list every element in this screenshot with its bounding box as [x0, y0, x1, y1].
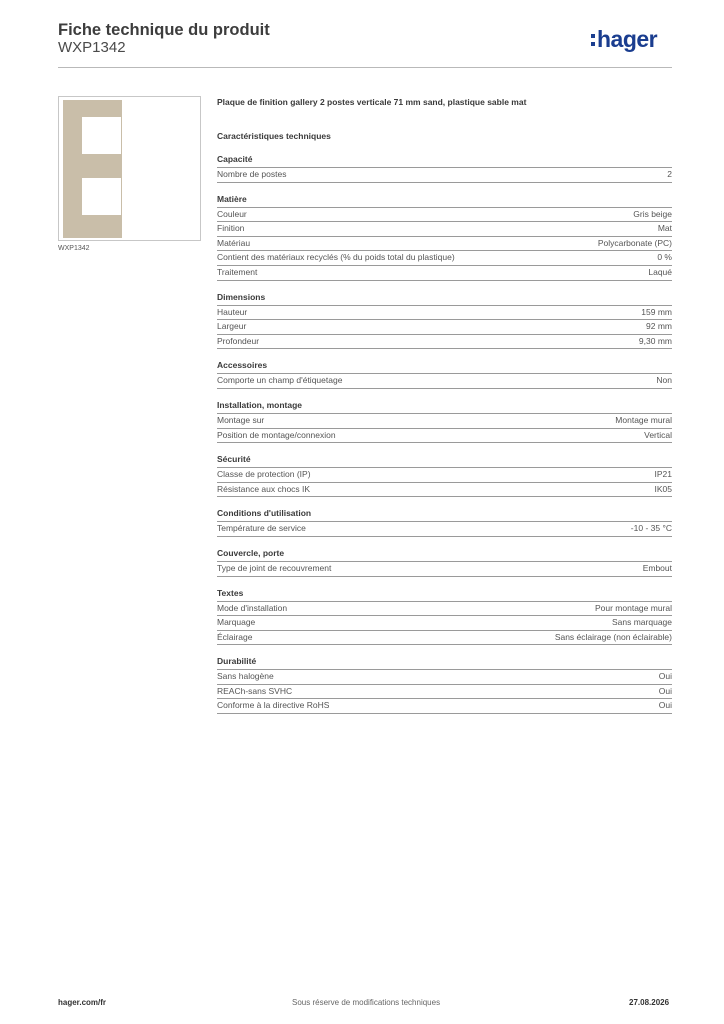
spec-value: Sans marquage [611, 617, 672, 628]
section-title: Sécurité [217, 453, 672, 468]
spec-sections [217, 153, 672, 714]
section-title: Durabilité [217, 655, 672, 670]
spec-label: Montage sur [217, 414, 265, 425]
spec-value: Embout [642, 562, 672, 573]
product-image [58, 96, 201, 241]
spec-row [217, 562, 672, 577]
spec-row [217, 483, 672, 498]
spec-row [217, 414, 672, 429]
spec-label: Nombre de postes [217, 169, 287, 179]
spec-row [217, 631, 672, 646]
spec-row [217, 685, 672, 700]
plate-opening-bottom [82, 178, 121, 215]
section-title: Capacité [217, 153, 672, 168]
spec-section [217, 193, 672, 281]
spec-row [217, 429, 672, 444]
footer-website[interactable]: hager.com/fr [58, 998, 107, 1007]
spec-label: Conforme à la directive RoHS [217, 700, 330, 711]
characteristics-heading: Caractéristiques techniques [217, 131, 331, 141]
spec-value: Montage mural [615, 414, 672, 425]
spec-section [217, 547, 672, 577]
section-title: Installation, montage [217, 399, 672, 414]
spec-row [217, 670, 672, 685]
spec-label: Sans halogène [217, 671, 274, 682]
spec-value: Polycarbonate (PC) [597, 237, 672, 248]
spec-label: Comporte un champ d'étiquetage [217, 375, 343, 386]
spec-value: 159 mm [641, 306, 672, 317]
spec-label: Hauteur [217, 306, 248, 317]
spec-label: REACh-sans SVHC [217, 685, 293, 696]
spec-section [217, 655, 672, 714]
spec-row [217, 251, 672, 266]
spec-value: IK05 [654, 483, 672, 494]
spec-row [217, 468, 672, 483]
section-title: Textes [217, 587, 672, 602]
footer-notice: Sous réserve de modifications techniques [292, 998, 441, 1007]
spec-label: Contient des matériaux recyclés (% du poids total du plastique) [217, 252, 455, 263]
spec-row [217, 616, 672, 631]
spec-section [217, 507, 672, 537]
spec-row [217, 306, 672, 321]
section-title: Dimensions [217, 291, 672, 306]
spec-label: Éclairage [217, 631, 253, 642]
footer-date: 27.08.2026 [629, 998, 670, 1007]
spec-label: Largeur [217, 321, 247, 332]
spec-section [217, 291, 672, 350]
spec-row [217, 320, 672, 335]
product-description: Plaque de finition gallery 2 postes verticale 71 mm sand, plastique sable mat [217, 97, 527, 107]
spec-value: 0 % [657, 252, 672, 263]
spec-row [217, 222, 672, 237]
section-title: Conditions d'utilisation [217, 507, 672, 522]
spec-content [217, 95, 672, 714]
header-divider [58, 67, 672, 68]
plate-opening-top [82, 117, 121, 154]
spec-row [217, 699, 672, 714]
spec-section [217, 399, 672, 443]
spec-label: Mode d'installation [217, 602, 288, 613]
spec-section [217, 587, 672, 646]
spec-value: -10 - 35 °C [630, 523, 672, 534]
spec-value: Sans éclairage (non éclairable) [554, 631, 672, 642]
spec-label: Température de service [217, 523, 306, 534]
spec-section [217, 453, 672, 497]
spec-row [217, 374, 672, 389]
spec-row [217, 208, 672, 223]
finishing-plate-image [63, 100, 122, 238]
spec-value: 2 [667, 169, 672, 179]
spec-row [217, 602, 672, 617]
spec-label: Type de joint de recouvrement [217, 562, 332, 573]
spec-row [217, 237, 672, 252]
page-title: Fiche technique du produit [58, 21, 270, 39]
spec-value: IP21 [654, 469, 672, 480]
spec-label: Finition [217, 223, 245, 234]
spec-row [217, 522, 672, 537]
spec-label: Matériau [217, 237, 251, 248]
spec-value: Non [656, 375, 672, 386]
section-title: Couvercle, porte [217, 547, 672, 562]
spec-label: Position de montage/connexion [217, 429, 336, 440]
spec-value: Laqué [648, 266, 672, 277]
spec-label: Résistance aux chocs IK [217, 483, 311, 494]
logo-text: hager [597, 26, 658, 52]
spec-row [217, 335, 672, 350]
spec-value: Oui [658, 685, 672, 696]
spec-value: Vertical [644, 429, 672, 440]
spec-row [217, 266, 672, 281]
spec-section [217, 359, 672, 389]
spec-label: Traitement [217, 266, 258, 277]
spec-value: Oui [658, 700, 672, 711]
section-title: Accessoires [217, 359, 672, 374]
spec-value: 9,30 mm [638, 335, 672, 346]
spec-label: Marquage [217, 617, 256, 628]
logo-dots-icon [591, 34, 595, 46]
spec-label: Profondeur [217, 335, 260, 346]
image-caption: WXP1342 [58, 245, 90, 252]
spec-section [217, 153, 672, 183]
spec-value: Gris beige [633, 208, 672, 219]
spec-row [217, 168, 672, 183]
spec-value: Mat [657, 223, 672, 234]
product-reference: WXP1342 [58, 39, 126, 56]
spec-value: Pour montage mural [594, 602, 672, 613]
spec-value: 92 mm [646, 321, 672, 332]
spec-label: Classe de protection (IP) [217, 469, 311, 480]
spec-value: Oui [658, 671, 672, 682]
section-title: Matière [217, 193, 672, 208]
hager-logo [591, 26, 657, 53]
spec-label: Couleur [217, 208, 247, 219]
